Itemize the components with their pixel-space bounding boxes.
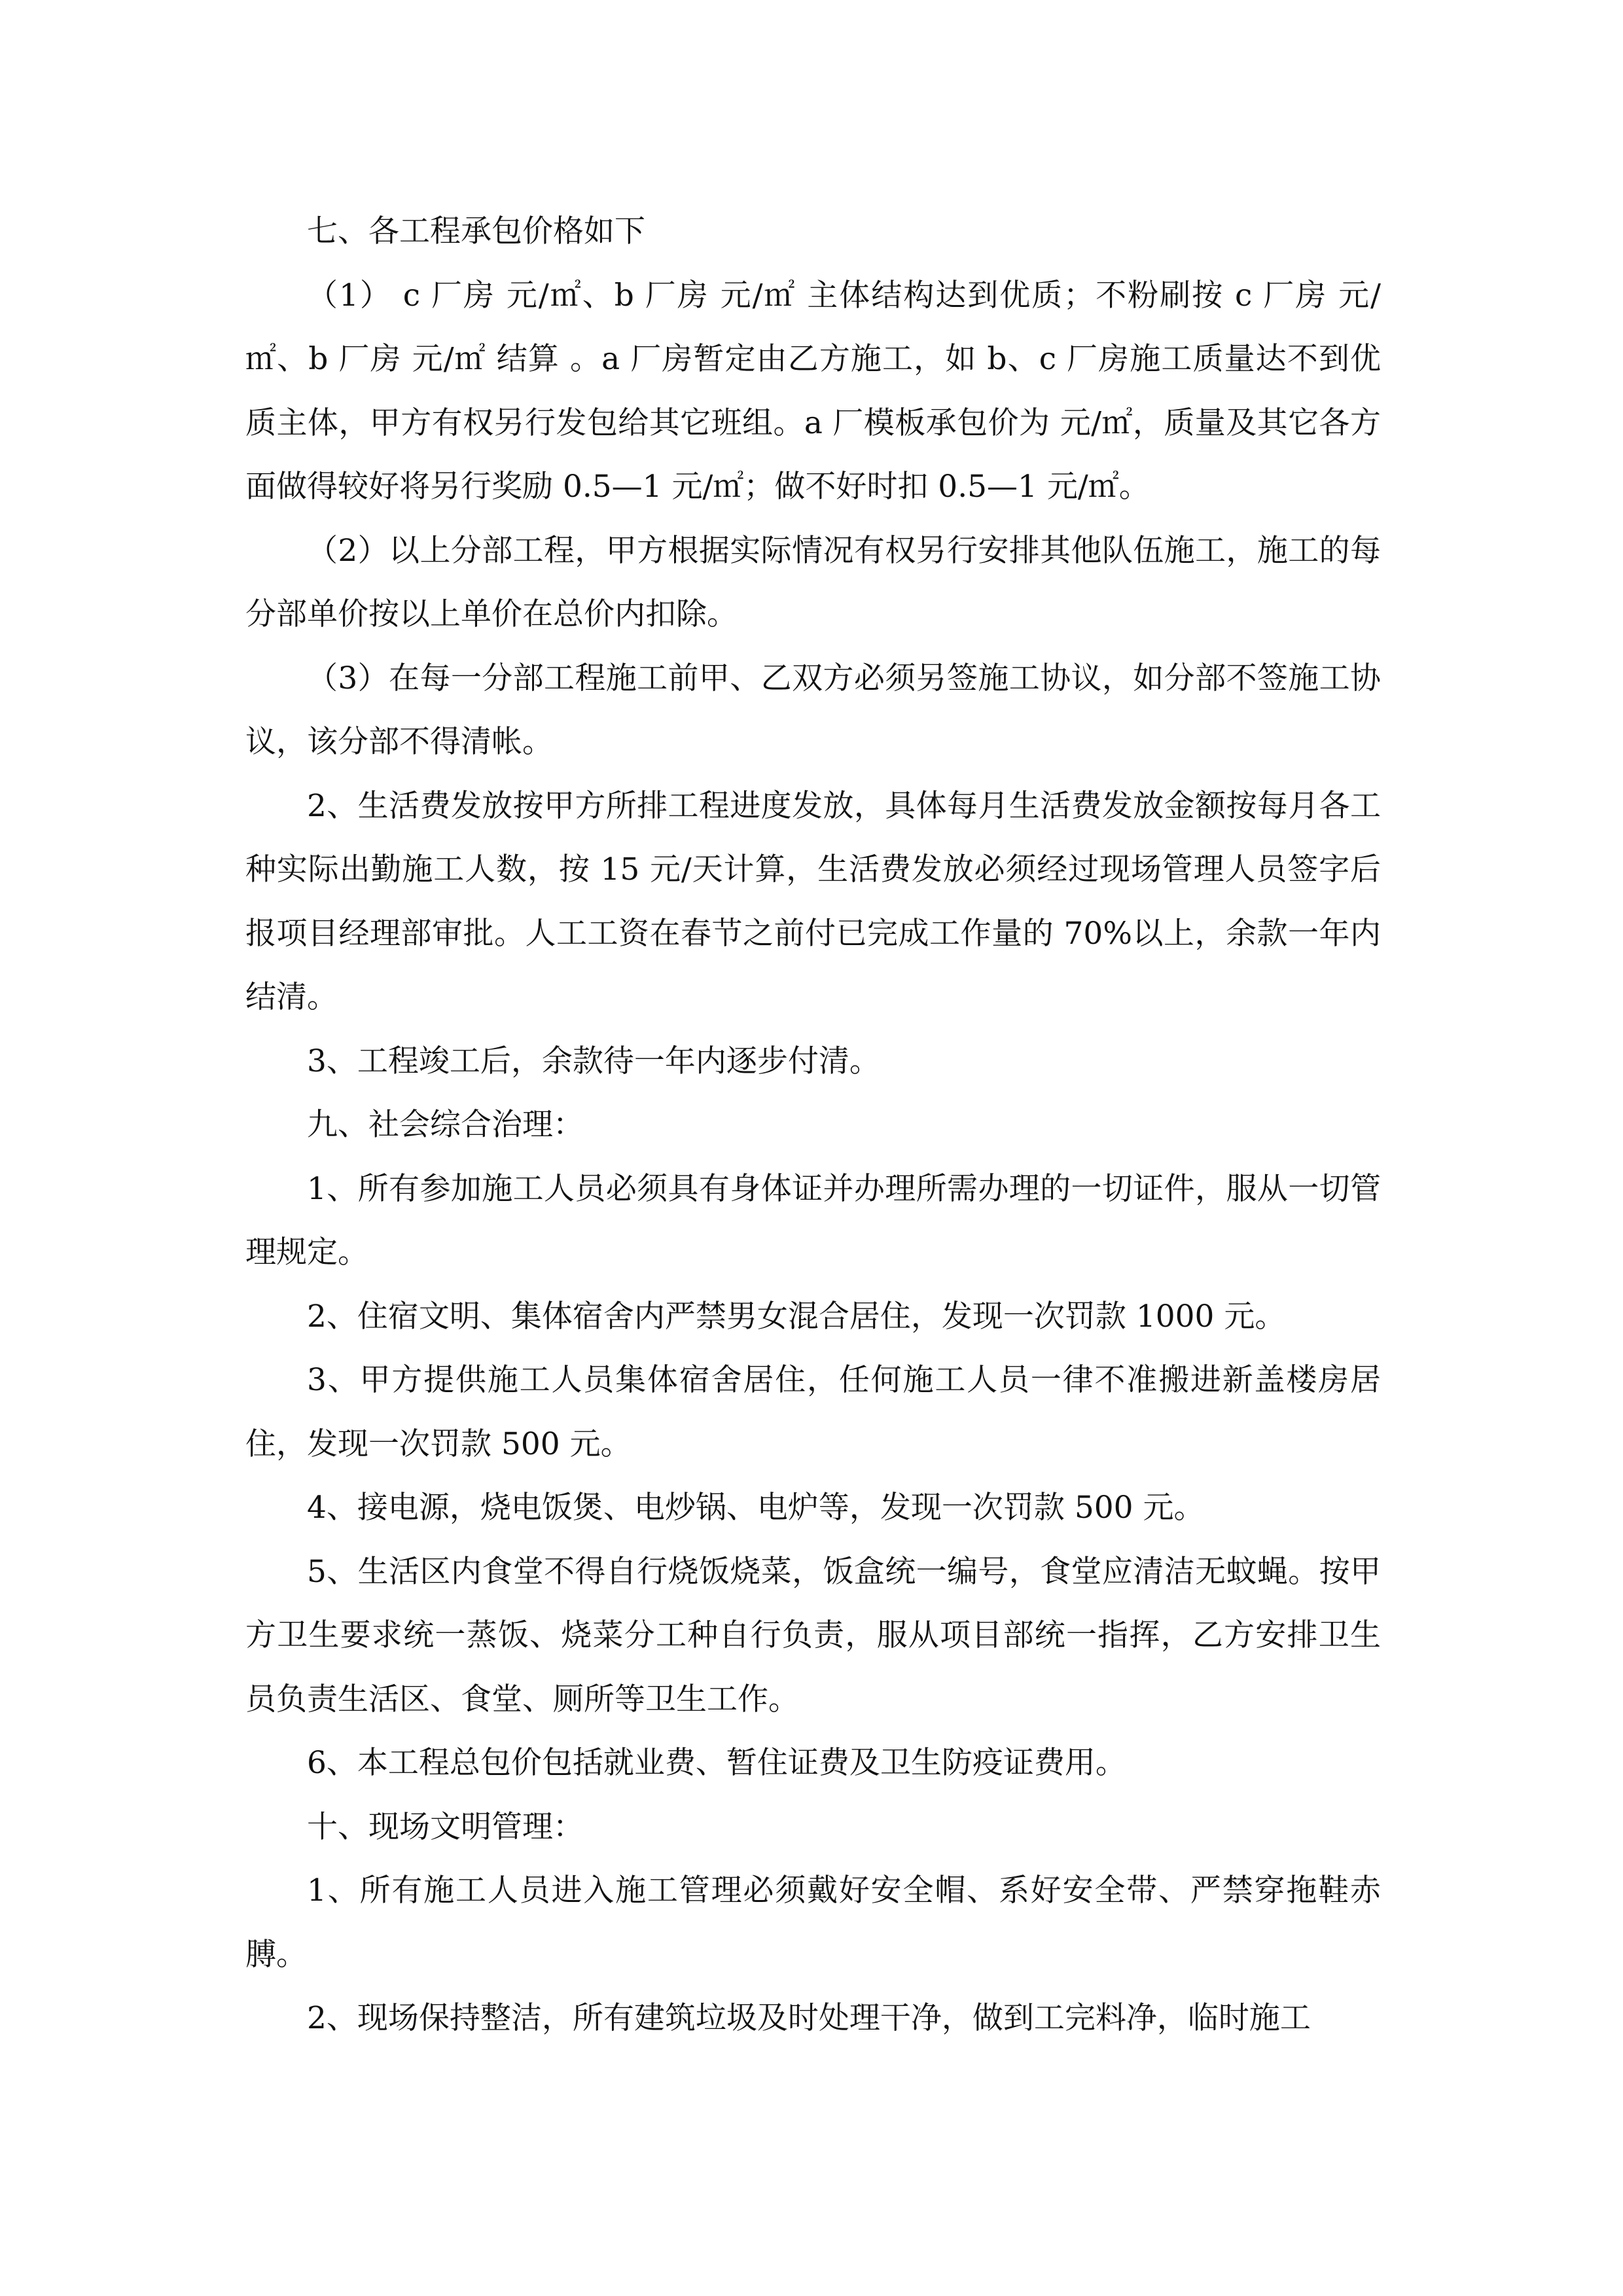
- paragraph-rule-6: 6、本工程总包价包括就业费、暂住证费及卫生防疫证费用。: [307, 1745, 1126, 1781]
- paragraph-rule-4: 4、接电源，烧电饭煲、电炒锅、电炉等，发现一次罚款 500 元。: [307, 1490, 1205, 1526]
- paragraph-site-rule-2: 2、现场保持整洁，所有建筑垃圾及时处理干净，做到工完料净，临时施工: [307, 2000, 1311, 2036]
- section-heading-7: 七、各工程承包价格如下: [307, 213, 645, 249]
- paragraph-rule-2: 2、住宿文明、集体宿舍内严禁男女混合居住，发现一次罚款 1000 元。: [307, 1298, 1286, 1335]
- paragraph-final-payment: 3、工程竣工后，余款待一年内逐步付清。: [307, 1043, 880, 1079]
- section-heading-9: 九、社会综合治理：: [307, 1107, 584, 1143]
- section-heading-10: 十、现场文明管理：: [307, 1808, 584, 1845]
- paragraph-rule-1: 1、所有参加施工人员必须具有身体证并办理所需办理的一切证件，服从一切管理规定。: [245, 1170, 1381, 1270]
- paragraph-price-2: （2）以上分部工程，甲方根据实际情况有权另行安排其他队伍施工，施工的每分部单价按以上单价在总价内扣除。: [245, 532, 1381, 632]
- paragraph-living-expenses: 2、生活费发放按甲方所排工程进度发放，具体每月生活费发放金额按每月各工种实际出勤施工人数，按 15 元/天计算，生活费发放必须经过现场管理人员签字后报项目经理部审批。人工工资在春节之前付已完成工作量的 70%以上，余款一年内结清。: [245, 787, 1381, 1015]
- paragraph-rule-5: 5、生活区内食堂不得自行烧饭烧菜，饭盒统一编号，食堂应清洁无蚊蝇。按甲方卫生要求统一蒸饭、烧菜分工种自行负责，服从项目部统一指挥，乙方安排卫生员负责生活区、食堂、厕所等卫生工作。: [245, 1553, 1381, 1717]
- document-body: [245, 200, 1381, 2051]
- paragraph-site-rule-1: 1、所有施工人员进入施工管理必须戴好安全帽、系好安全带、严禁穿拖鞋赤膊。: [245, 1873, 1381, 1973]
- paragraph-price-1: （1） c 厂房 元/㎡、b 厂房 元/㎡ 主体结构达到优质；不粉刷按 c 厂房 元/㎡、b 厂房 元/㎡ 结算 。a 厂房暂定由乙方施工，如 b、c 厂房施工质量达不到优质主体，甲方有权另行发包给其它班组。a 厂模板承包价为 元/㎡，质量及其它各方面做得较好将另行奖励 0.5—1 元/㎡；做不好时扣 0.5—1 元/㎡。: [245, 277, 1381, 505]
- paragraph-rule-3: 3、甲方提供施工人员集体宿舍居住，任何施工人员一律不准搬进新盖楼房居住，发现一次罚款 500 元。: [245, 1362, 1381, 1462]
- paragraph-price-3: （3）在每一分部工程施工前甲、乙双方必须另签施工协议，如分部不签施工协议，该分部不得清帐。: [245, 660, 1381, 760]
